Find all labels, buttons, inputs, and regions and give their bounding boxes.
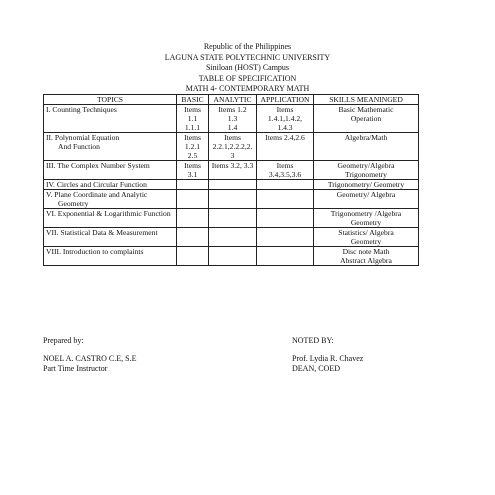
cell-text-line: Disc note Math [342,247,390,256]
topic-cell [44,247,177,266]
skills-cell [314,105,419,133]
cell-text-line: 1.1 [187,114,198,123]
table-row [44,209,419,228]
cell-text-line: 1.2.1 [184,142,201,151]
cell-text-line: 3.1 [187,170,198,179]
analytic-cell [209,161,257,180]
table-row [44,105,419,133]
table-body [44,105,419,266]
application-cell [257,133,314,161]
basic-cell [177,190,209,209]
noted-by-name: Prof. Lydia R. Chavez [292,354,364,363]
cell-text-line: Items [276,161,294,170]
cell-text-line: Items [224,133,241,142]
basic-cell [177,105,209,133]
topic-cell [44,190,177,209]
cell-text-line: 1.4.3 [277,123,293,132]
prepared-by-title: Part Time Instructor [43,364,108,373]
table-row [44,180,419,190]
column-header-skills: SKILLS MEANINGED [314,95,419,105]
application-cell [257,180,314,190]
cell-text-line: VIII. Introduction to complaints [46,247,144,256]
table-header-row [44,95,419,105]
cell-text-line: Items [184,161,201,170]
cell-text-line: Geometry [58,199,89,208]
skills-cell [314,161,419,180]
cell-text-line: Abstract Algebra [340,256,392,265]
skills-cell [314,190,419,209]
cell-text-line: Trigonometry /Algebra [330,209,402,218]
prepared-by-label: Prepared by: [43,336,84,345]
header-republic: Republic of the Philippines [203,42,292,51]
cell-text-line: Basic Mathematic [338,105,394,114]
skills-cell [314,247,419,266]
table-row [44,133,419,161]
analytic-cell [209,247,257,266]
cell-text-line: Algebra/Math [344,133,388,142]
cell-text-line: Items 2.4,2.6 [265,133,305,142]
column-header-application: APPLICATION [257,95,314,105]
topic-cell [44,180,177,190]
table-row [44,161,419,180]
table-row [44,247,419,266]
document-header [0,42,495,95]
column-header-analytic: ANALYTIC [209,95,257,105]
cell-text-line: Trigonometry [345,170,387,179]
basic-cell [177,180,209,190]
cell-text-line: Geometry [350,218,382,227]
skills-cell [314,228,419,247]
header-campus: Siniloan (HOST) Campus [205,63,290,72]
header-course: MATH 4- CONTEMPORARY MATH [185,84,310,93]
cell-text-line: Items 1.2 [218,105,247,114]
cell-text-line: III. The Complex Number System [46,161,150,170]
application-cell [257,190,314,209]
cell-text-line: Items [276,105,294,114]
cell-text-line: 2.5 [187,151,198,160]
cell-text-line: VII. Statistical Data & Measurement [46,228,158,237]
column-header-topics: TOPICS [44,95,177,105]
analytic-cell [209,133,257,161]
basic-cell [177,133,209,161]
skills-cell [314,180,419,190]
cell-text-line: Operation [350,114,382,123]
topic-cell [44,209,177,228]
basic-cell [177,247,209,266]
cell-text-line: 1.4.1,1.4.2, [267,114,303,123]
cell-text-line: Trigonometry/ Geometry [327,180,405,189]
cell-text-line: 1.4 [227,123,238,132]
cell-text-line: I. Counting Techniques [46,105,117,114]
cell-text-line: Items [184,133,201,142]
header-document-title: TABLE OF SPECIFICATION [198,73,297,83]
basic-cell [177,209,209,228]
topic-cell [44,133,177,161]
application-cell [257,209,314,228]
header-university: LAGUNA STATE POLYTECHNIC UNIVERSITY [164,52,331,62]
cell-text-line: 3.4,3.5,3.6 [268,170,302,179]
analytic-cell [209,180,257,190]
cell-text-line: And Function [58,142,100,151]
analytic-cell [209,190,257,209]
application-cell [257,105,314,133]
skills-cell [314,209,419,228]
cell-text-line: Statistics/ Algebra [338,228,394,237]
column-header-basic: BASIC [177,95,209,105]
table-row [44,228,419,247]
cell-text-line: Geometry/ Algebra [336,190,396,199]
cell-text-line: 1.3 [227,114,238,123]
cell-text-line: Geometry/Algebra [337,161,395,170]
prepared-by-name: NOEL A. CASTRO C.E, S.E [43,354,137,363]
topic-cell [44,161,177,180]
cell-text-line: II. Polynomial Equation [46,133,120,142]
table-row [44,190,419,209]
noted-by-title: DEAN, COED [292,364,340,373]
analytic-cell [209,209,257,228]
skills-cell [314,133,419,161]
application-cell [257,228,314,247]
basic-cell [177,161,209,180]
application-cell [257,161,314,180]
cell-text-line: 2.2.1,2.2.2,2. [212,142,253,151]
cell-text-line: Geometry [350,237,382,246]
topic-cell [44,105,177,133]
cell-text-line: Items [184,105,201,114]
cell-text-line: 3 [230,151,235,160]
application-cell [257,247,314,266]
cell-text-line: V. Plane Coordinate and Analytic [46,190,148,199]
cell-text-line: VI. Exponential & Logarithmic Function [46,209,171,218]
noted-by-label: NOTED BY: [292,336,334,345]
specification-table [43,94,419,266]
analytic-cell [209,105,257,133]
cell-text-line: 1.1.1 [184,123,201,132]
basic-cell [177,228,209,247]
cell-text-line: IV. Circles and Circular Function [46,180,147,189]
topic-cell [44,228,177,247]
cell-text-line: Items 3.2, 3.3 [211,161,254,170]
analytic-cell [209,228,257,247]
